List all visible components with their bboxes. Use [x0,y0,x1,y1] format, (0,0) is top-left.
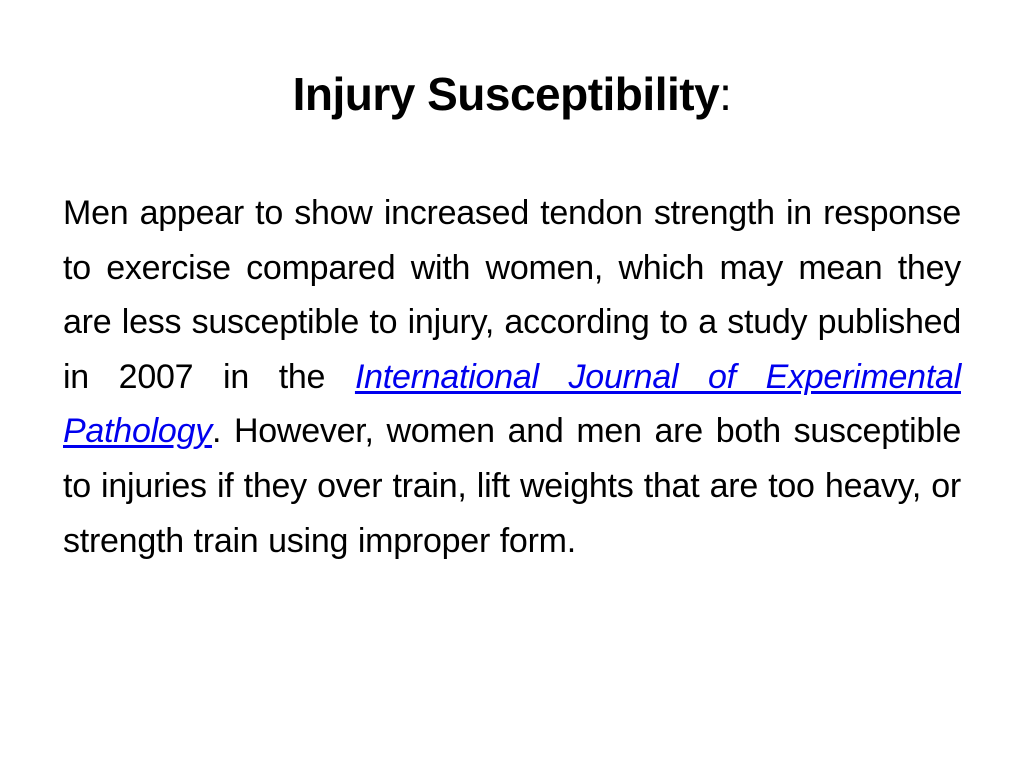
body-text-before-link: Men appear to show increased tendon strength in response to exercise compared with women, which may mean they are less susceptible to injury, according to a study published in 2007 in the [63,194,961,396]
journal-link[interactable]: International Journal of Experimental Pathology [63,357,961,451]
title-colon: : [719,68,732,120]
body-paragraph [63,186,961,568]
title-text: Injury Susceptibility [292,68,720,120]
slide-title [0,62,1024,126]
body-text-after-link: . However, women and men are both susceptible to injuries if they over train, lift weights that are too heavy, or strength train using improper form. [63,412,961,560]
